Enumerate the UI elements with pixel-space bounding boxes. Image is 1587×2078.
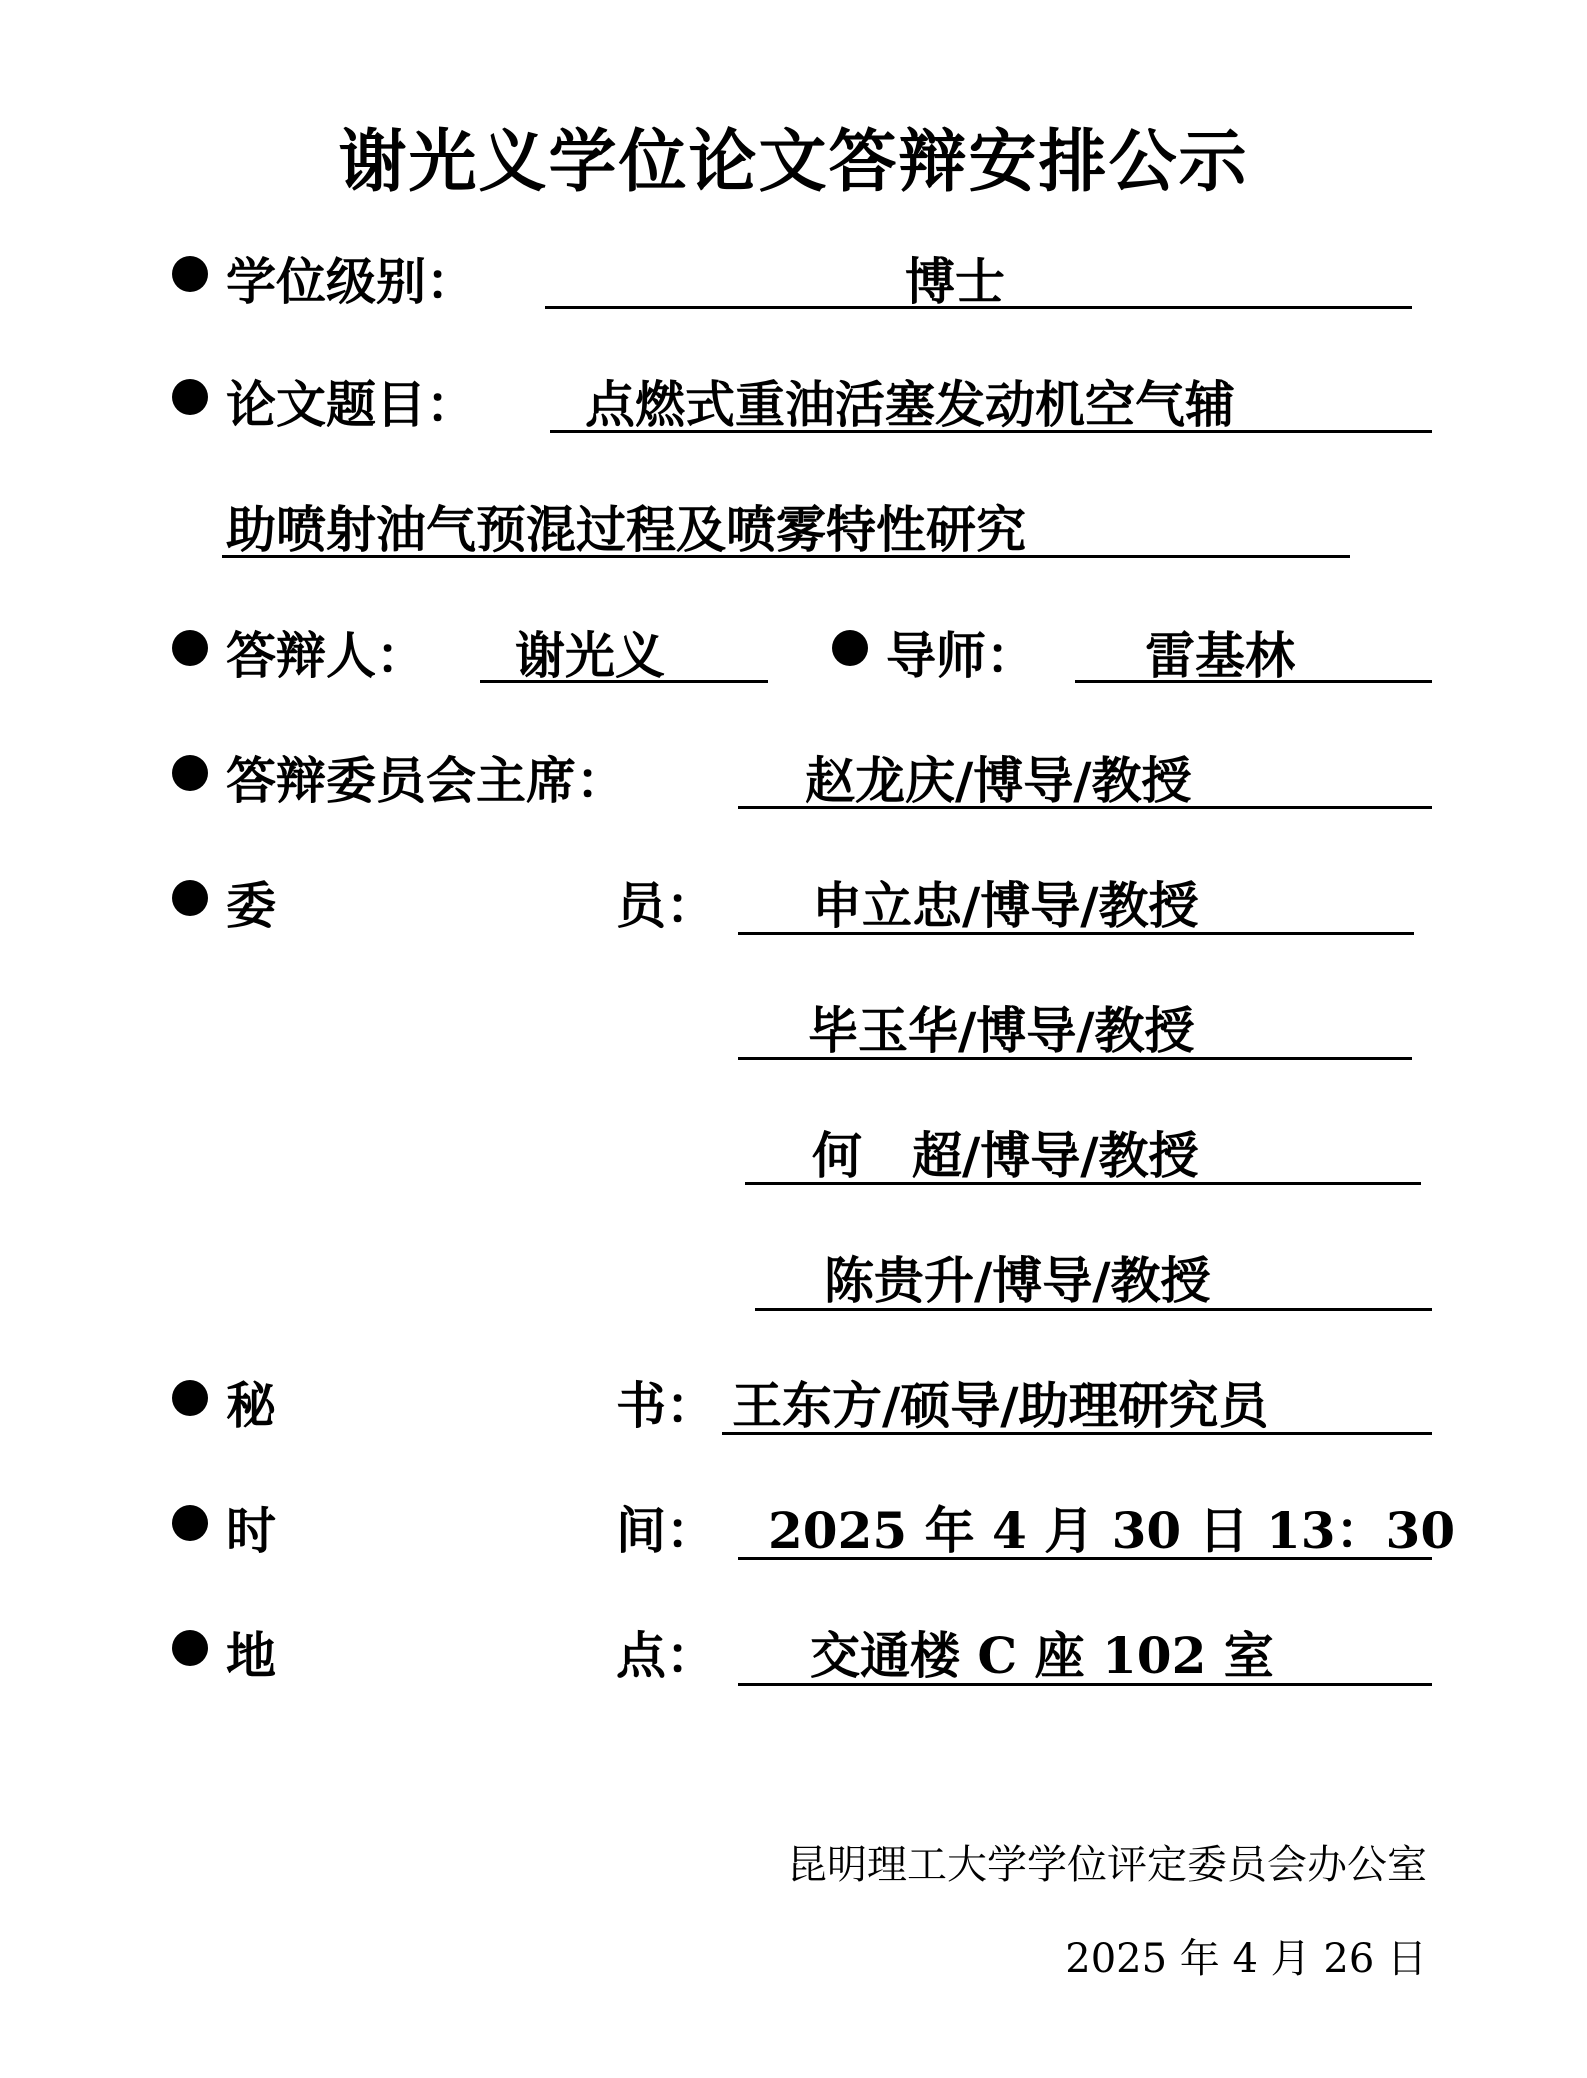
secretary-name: 王东方/硕导/助理研究员	[732, 1376, 1269, 1435]
location-underline	[738, 1683, 1432, 1686]
thesis-title-line2: 助喷射油气预混过程及喷雾特性研究	[226, 500, 1026, 559]
bullet-icon	[172, 755, 208, 791]
member-4-underline	[755, 1308, 1432, 1311]
candidate-underline	[480, 680, 768, 683]
degree-value: 博士	[905, 252, 1005, 311]
issue-date: 2025 年 4 月 26 日	[1065, 1936, 1427, 1982]
bullet-icon	[172, 379, 208, 415]
advisor-label: 导师：	[886, 626, 1036, 685]
thesis-title-line1: 点燃式重油活塞发动机空气辅	[585, 375, 1235, 434]
location-label-right: 点：	[616, 1626, 716, 1685]
time-label-left: 时	[226, 1501, 276, 1560]
page-title: 谢光义学位论文答辩安排公示	[338, 123, 1249, 202]
defense-time: 2025 年 4 月 30 日 13：30	[768, 1501, 1456, 1560]
bullet-icon	[832, 630, 868, 666]
issuing-office: 昆明理工大学学位评定委员会办公室	[787, 1842, 1427, 1888]
location-label-left: 地	[226, 1626, 276, 1685]
member-1: 申立忠/博导/教授	[812, 876, 1199, 935]
candidate-label: 答辩人：	[226, 626, 426, 685]
bullet-icon	[172, 256, 208, 292]
members-label-right: 员：	[616, 876, 716, 935]
bullet-icon	[172, 880, 208, 916]
advisor-name: 雷基林	[1145, 626, 1295, 685]
member-2-underline	[738, 1057, 1412, 1060]
bullet-icon	[172, 1505, 208, 1541]
time-underline	[738, 1557, 1432, 1560]
chair-name: 赵龙庆/博导/教授	[805, 751, 1192, 810]
thesis-underline-1	[550, 430, 1432, 433]
bullet-icon	[172, 630, 208, 666]
secretary-label-right: 书：	[616, 1376, 716, 1435]
member-2: 毕玉华/博导/教授	[808, 1001, 1195, 1060]
members-label-left: 委	[226, 876, 276, 935]
chair-label: 答辩委员会主席：	[226, 751, 626, 810]
secretary-label-left: 秘	[226, 1376, 276, 1435]
member-1-underline	[738, 932, 1414, 935]
chair-underline	[738, 806, 1432, 809]
time-label-right: 间：	[616, 1501, 716, 1560]
member-4: 陈贵升/博导/教授	[824, 1251, 1211, 1310]
secretary-underline	[722, 1432, 1432, 1435]
bullet-icon	[172, 1380, 208, 1416]
thesis-underline-2	[222, 555, 1350, 558]
thesis-label: 论文题目：	[226, 375, 476, 434]
member-3: 何 超/博导/教授	[812, 1126, 1199, 1185]
bullet-icon	[172, 1630, 208, 1666]
defense-location: 交通楼 C 座 102 室	[810, 1626, 1274, 1685]
member-3-underline	[745, 1182, 1421, 1185]
degree-label: 学位级别：	[226, 252, 476, 311]
advisor-underline	[1075, 680, 1432, 683]
candidate-name: 谢光义	[515, 626, 665, 685]
degree-underline	[545, 306, 1412, 309]
